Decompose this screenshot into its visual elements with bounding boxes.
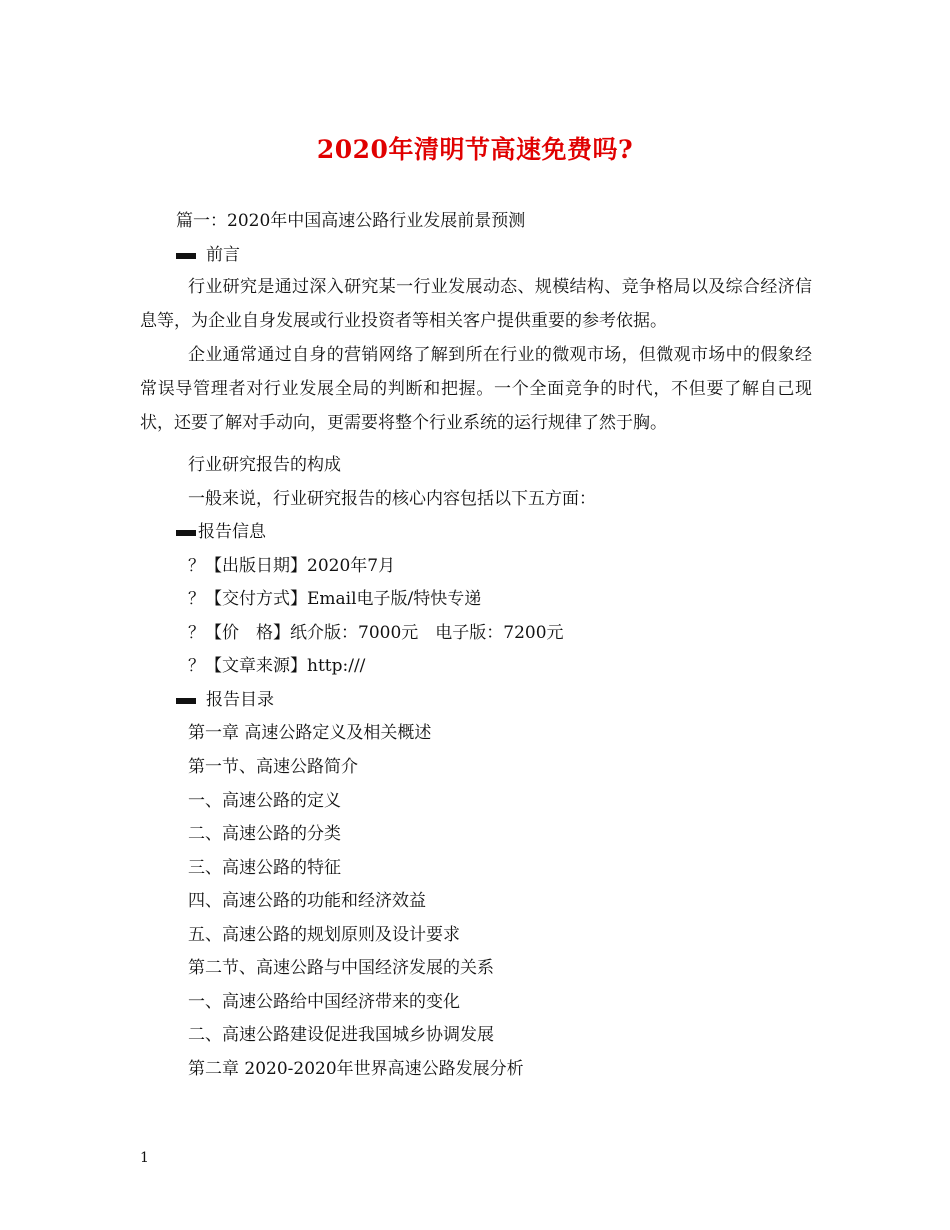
toc-item: 四、高速公路的功能和经济效益 xyxy=(188,891,426,911)
toc-item: 第二章 2020-2020年世界高速公路发展分析 xyxy=(188,1059,524,1079)
toc-item: 三、高速公路的特征 xyxy=(188,858,341,878)
document-title: 2020年清明节高速免费吗? xyxy=(316,135,634,164)
toc-item: 二、高速公路建设促进我国城乡协调发展 xyxy=(188,1025,494,1045)
info-item-delivery: ？【交付方式】Email电子版/特快专递 xyxy=(188,589,482,609)
report-info-heading xyxy=(176,521,266,543)
five-aspects-line: 一般来说，行业研究报告的核心内容包括以下五方面： xyxy=(188,489,596,509)
toc-item: 二、高速公路的分类 xyxy=(188,824,341,844)
page-number: 1 xyxy=(140,1150,149,1166)
toc-label: 报告目录 xyxy=(206,690,274,710)
toc-item: 第二节、高速公路与中国经济发展的关系 xyxy=(188,958,494,978)
bullet-marker xyxy=(176,530,196,536)
toc-heading xyxy=(176,689,274,711)
preface-heading xyxy=(176,244,240,266)
preface-label: 前言 xyxy=(206,245,240,265)
bullet-marker xyxy=(176,253,196,259)
paragraph-market: 企业通常通过自身的营销网络了解到所在行业的微观市场，但微观市场中的假象经常误导管理者对行业发展全局的判断和把握。一个全面竞争的时代，不但要了解自己现状，还要了解对手动向，更需要将整个行业系统的运行规律了然于胸。 xyxy=(140,345,812,433)
info-item-source: ？【文章来源】http:/// xyxy=(188,656,366,676)
section-heading: 篇一：2020年中国高速公路行业发展前景预测 xyxy=(176,211,526,231)
report-info-label: 报告信息 xyxy=(198,522,266,542)
info-item-date: ？【出版日期】2020年7月 xyxy=(188,556,396,576)
toc-item: 第一章 高速公路定义及相关概述 xyxy=(188,723,432,743)
toc-item: 一、高速公路给中国经济带来的变化 xyxy=(188,992,460,1012)
info-item-price: ？【价 格】纸介版：7000元 电子版：7200元 xyxy=(188,623,564,643)
toc-item: 五、高速公路的规划原则及设计要求 xyxy=(188,925,460,945)
toc-item: 一、高速公路的定义 xyxy=(188,791,341,811)
report-structure-heading: 行业研究报告的构成 xyxy=(188,455,341,475)
paragraph-intro: 行业研究是通过深入研究某一行业发展动态、规模结构、竞争格局以及综合经济信息等，为企业自身发展或行业投资者等相关客户提供重要的参考依据。 xyxy=(140,277,812,331)
toc-item: 第一节、高速公路简介 xyxy=(188,757,358,777)
bullet-marker xyxy=(176,698,196,704)
